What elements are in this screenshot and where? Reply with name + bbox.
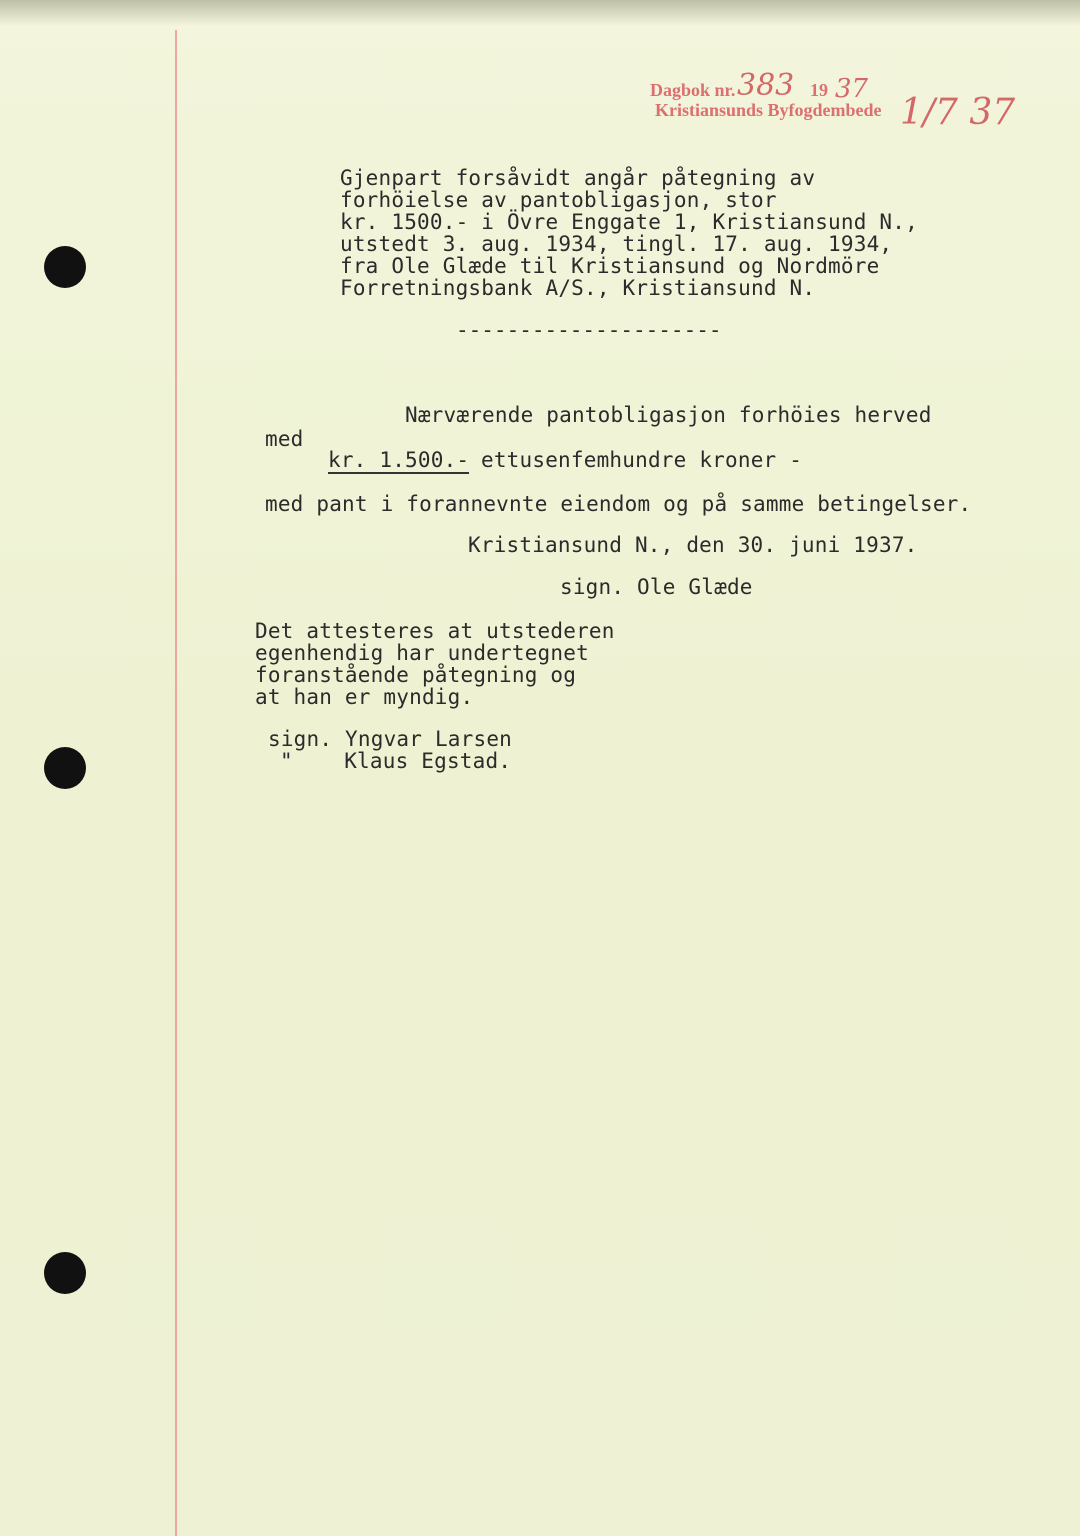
attest-line-4: at han er myndig. (255, 685, 474, 709)
scan-shadow (0, 0, 1080, 26)
stamp-dagbok-number: 383 (737, 68, 795, 103)
witness-2: " Klaus Egstad. (280, 749, 512, 773)
body-line-4: med pant i forannevnte eiendom og på samme betingelser. (265, 492, 972, 516)
intro-line-1: Gjenpart forsåvidt angår påtegning av (340, 166, 816, 190)
intro-line-4: utstedt 3. aug. 1934, tingl. 17. aug. 1934, (340, 232, 893, 256)
intro-line-6: Forretningsbank A/S., Kristiansund N. (340, 276, 816, 300)
intro-line-2: forhöielse av pantobligasjon, stor (340, 188, 777, 212)
punch-hole-bottom (44, 1252, 86, 1294)
stamp-year-print: 19 (810, 80, 828, 100)
stamp-year-hand: 37 (835, 74, 869, 104)
place-date: Kristiansund N., den 30. juni 1937. (468, 533, 918, 557)
stamp-office-name: Kristiansunds Byfogdembede (655, 100, 882, 120)
punch-hole-middle (44, 747, 86, 789)
signature: sign. Ole Glæde (560, 575, 753, 599)
punch-hole-top (44, 246, 86, 288)
attest-line-3: foranstående påtegning og (255, 663, 577, 687)
amount-words: ettusenfemhundre kroner - (481, 448, 803, 472)
attest-line-2: egenhendig har undertegnet (255, 641, 589, 665)
intro-line-5: fra Ole Glæde til Kristiansund og Nordmöre (340, 254, 880, 278)
stamp-date-hand: 1/7 37 (900, 92, 1016, 133)
stamp-dagbok-label: Dagbok nr. (650, 80, 736, 100)
amount: kr. 1.500.- (328, 448, 470, 472)
witness-1: sign. Yngvar Larsen (268, 727, 513, 751)
body-line-2: med (265, 427, 304, 451)
intro-line-3: kr. 1500.- i Övre Enggate 1, Kristiansund N., (340, 210, 918, 234)
attest-line-1: Det attesteres at utstederen (255, 619, 615, 643)
margin-line (175, 30, 177, 1536)
separator: --------------------- (456, 318, 722, 342)
body-line-1: Nærværende pantobligasjon forhöies herved (405, 403, 932, 427)
